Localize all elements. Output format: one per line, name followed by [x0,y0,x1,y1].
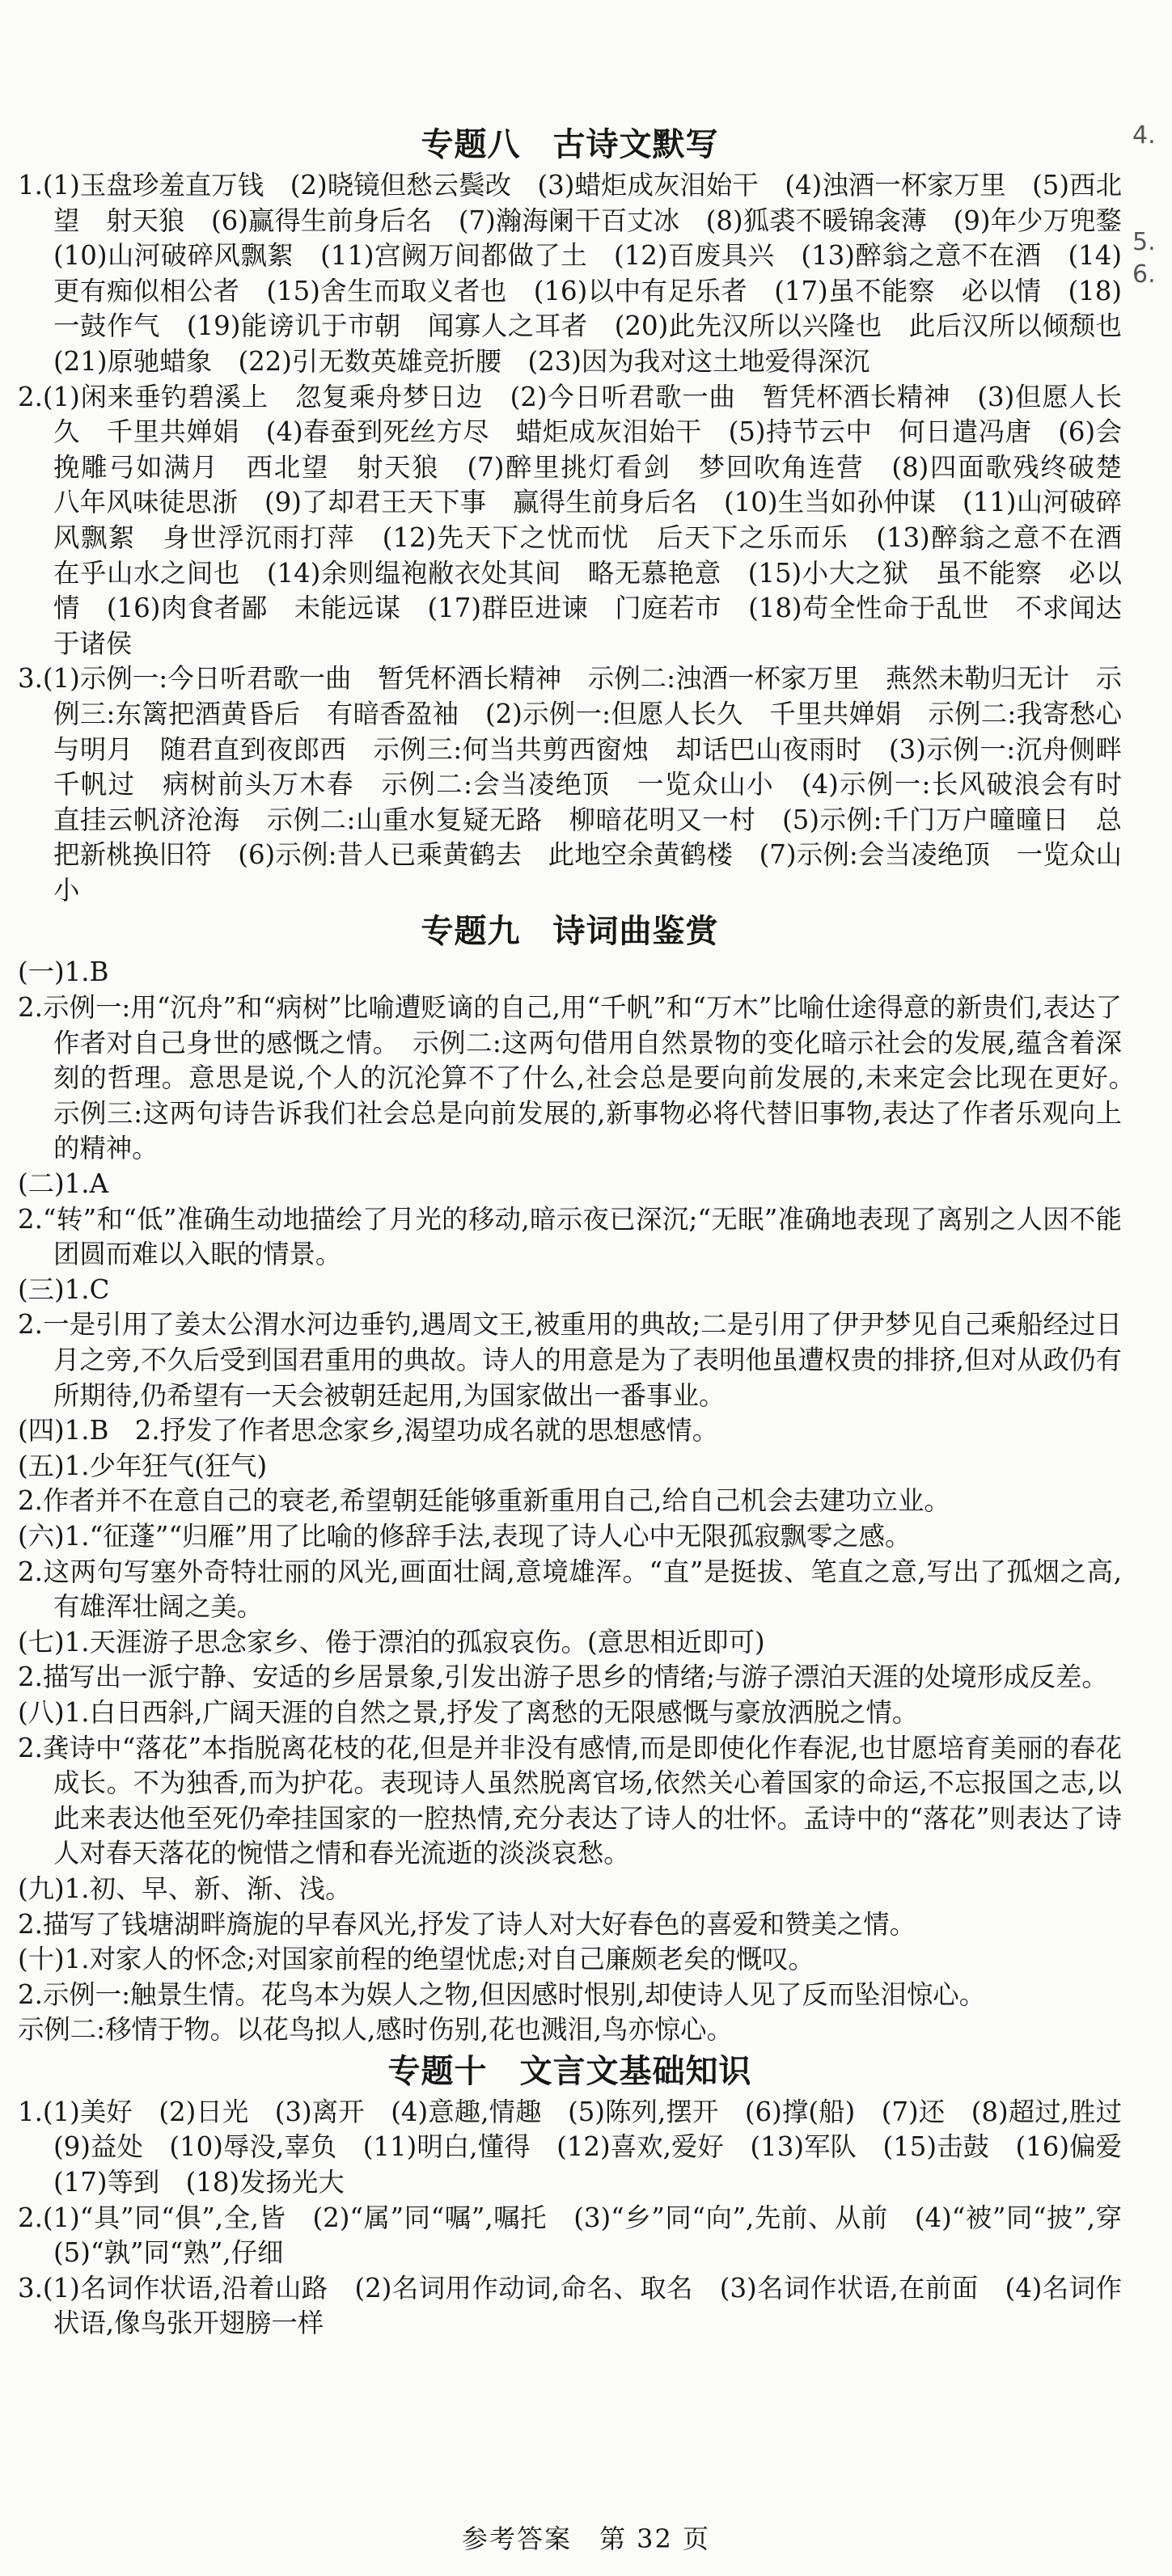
answer-item: 2.龚诗中“落花”本指脱离花枝的花,但是并非没有感情,而是即使化作春泥,也甘愿培育美丽的春花成长。不为独香,而为护花。表现诗人虽然脱离官场,依然关心着国家的命运,不忘报国之志,以此来表达他至死仍牵挂国家的一腔热情,充分表达了诗人的壮怀。孟诗中的“落花”则表达了诗人对春天落花的惋惜之情和春光流逝的淡淡哀愁。 [18,1732,1122,1869]
answer-item: (二)1.A [18,1168,108,1200]
section-title [18,2048,1122,2095]
answer-item: 2.(1)“具”同“俱”,全,皆 (2)“属”同“嘱”,嘱托 (3)“乡”同“向”,先前、从前 (4)“被”同“披”,穿 (5)“孰”同“熟”,仔细 [18,2202,1149,2269]
answer-item: 3.(1)名词作状语,沿着山路 (2)名词用作动词,命名、取名 (3)名词作状语,在前面 (4)名词作状语,像鸟张开翅膀一样 [18,2272,1122,2339]
answer-item: 2.“转”和“低”准确生动地描绘了月光的移动,暗示夜已深沉;“无眠”准确地表现了离别之人因不能团圆而难以入眠的情景。 [18,1203,1122,1270]
answer-item: (十)1.对家人的怀念;对国家前程的绝望忧虑;对自己廉颇老矣的慨叹。 [18,1944,814,1975]
section-number: 专题九 [421,913,521,951]
edge-number: 4. [1132,121,1156,150]
edge-number: 6. [1132,260,1156,289]
answer-item: (一)1.B [18,956,109,988]
answer-item: (九)1.初、早、新、渐、浅。 [18,1873,352,1904]
page-footer: 参考答案 第 32 页 [461,2523,711,2554]
answer-item: 1.(1)美好 (2)日光 (3)离开 (4)意趣,情趣 (5)陈列,摆开 (6)撑(船) (7)还 (8)超过,胜过 (9)益处 (10)辱没,辜负 (11)明白,懂得 (12)喜欢,爱好 (13)军队 (15)击鼓 (16)偏爱 (17)等到 (18)发扬光大 [18,2096,1149,2198]
answer-item: 2.作者并不在意自己的衰老,希望朝廷能够重新重用自己,给自己机会去建功立业。 [18,1485,950,1517]
answer-item: 2.(1)闲来垂钓碧溪上 忽复乘舟梦日边 (2)今日听君歌一曲 暂凭杯酒长精神 (3)但愿人长久 千里共婵娟 (4)春蚕到死丝方尽 蜡炬成灰泪始干 (5)持节云中 何日遣冯唐 (6)会挽雕弓如满月 西北望 射天狼 (7)醉里挑灯看剑 梦回吹角连营 (8)四面歌残终破楚 八年风味徒思浙 (9)了却君王天下事 赢得生前身后名 (10)生当如孙仲谋 (11)山河破碎风飘絮 身世浮沉雨打萍 (12)先天下之忧而忧 后天下之乐而乐 (13)醉翁之意不在酒 在乎山水之间也 (14)余则缊袍敝衣处其间 略无慕艳意 (15)小大之狱 虽不能察 必以情 (16)肉食者鄙 未能远谋 (17)群臣进谏 门庭若市 (18)苟全性命于乱世 不求闻达于诸侯 [18,381,1149,659]
answer-item: 2.示例一:触景生情。花鸟本为娱人之物,但因感时恨别,却使诗人见了反而坠泪惊心。 [18,1978,986,2010]
section-heading: 诗词曲鉴赏 [552,913,719,951]
answer-item: (五)1.少年狂气(狂气) [18,1450,268,1481]
answer-item: 示例二:移情于物。以花鸟拟人,感时伤别,花也溅泪,鸟亦惊心。 [18,2014,733,2046]
answer-item: (三)1.C [18,1273,110,1305]
edge-number: 5. [1132,228,1156,256]
answer-item: 2.这两句写塞外奇特壮丽的风光,画面壮阔,意境雄浑。“直”是挺拔、笔直之意,写出了孤烟之高,有雄浑壮阔之美。 [18,1556,1122,1623]
answer-page [18,121,1149,2342]
answer-item: 2.描写了钱塘湖畔旖旎的早春风光,抒发了诗人对大好春色的喜爱和赞美之情。 [18,1908,916,1940]
section-heading: 文言文基础知识 [519,2052,752,2090]
section-number: 专题十 [387,2052,488,2090]
answer-item: 1.(1)玉盘珍羞直万钱 (2)晓镜但愁云鬓改 (3)蜡炬成灰泪始干 (4)浊酒一杯家万里 (5)西北望 射天狼 (6)赢得生前身后名 (7)瀚海阑干百丈冰 (8)狐裘不暖锦衾薄 (9)年少万兜鍪 (10)山河破碎风飘絮 (11)宫阙万间都做了土 (12)百废具兴 (13)醉翁之意不在酒 (14)更有痴似相公者 (15)舍生而取义者也 (16)以中有足乐者 (17)虽不能察 必以情 (18)一鼓作气 (19)能谤讥于市朝 闻寡人之耳者 (20)此先汉所以兴隆也 此后汉所以倾颓也 (21)原驰蜡象 (22)引无数英雄竞折腰 (23)因为我对这土地爱得深沉 [18,170,1149,377]
answer-item: (四)1.B 2.抒发了作者思念家乡,渴望功成名就的思想感情。 [18,1415,719,1446]
answer-item: 2.示例一:用“沉舟”和“病树”比喻遭贬谪的自己,用“千帆”和“万木”比喻仕途得意的新贵们,表达了作者对自己身世的感慨之情。 示例二:这两句借用自然景物的变化暗示社会的发展,蕴含着深刻的哲理。意思是说,个人的沉沦算不了什么,社会总是要向前发展的,未来定会比现在更好。 示例三:这两句诗告诉我们社会总是向前发展的,新事物必将代替旧事物,表达了作者乐观向上的精神。 [18,992,1149,1164]
answer-item: 2.一是引用了姜太公渭水河边垂钓,遇周文王,被重用的典故;二是引用了伊尹梦见自己乘船经过日月之旁,不久后受到国君重用的典故。诗人的用意是为了表明他虽遭权贵的排挤,但对从政仍有所期待,仍希望有一天会被朝廷起用,为国家做出一番事业。 [18,1309,1122,1411]
section-title [18,121,1122,168]
answer-item: 3.(1)示例一:今日听君歌一曲 暂凭杯酒长精神 示例二:浊酒一杯家万里 燕然未勒归无计 示例三:东篱把酒黄昏后 有暗香盈袖 (2)示例一:但愿人长久 千里共婵娟 示例二:我寄愁心与明月 随君直到夜郎西 示例三:何当共剪西窗烛 却话巴山夜雨时 (3)示例一:沉舟侧畔千帆过 病树前头万木春 示例二:会当凌绝顶 一览众山小 (4)示例一:长风破浪会有时 直挂云帆济沧海 示例二:山重水复疑无路 柳暗花明又一村 (5)示例:千门万户曈曈日 总把新桃换旧符 (6)示例:昔人已乘黄鹤去 此地空余黄鹤楼 (7)示例:会当凌绝顶 一览众山小 [18,663,1149,906]
answer-item: 2.描写出一派宁静、安适的乡居景象,引发出游子思乡的情绪;与游子漂泊天涯的处境形成反差。 [18,1662,1108,1693]
answer-item: (六)1.“征蓬”“归雁”用了比喻的修辞手法,表现了诗人心中无限孤寂飘零之感。 [18,1520,912,1552]
answer-item: (七)1.天涯游子思念家乡、倦于漂泊的孤寂哀伤。(意思相近即可) [18,1626,765,1658]
section-title [18,908,1122,955]
answer-item: (八)1.白日西斜,广阔天涯的自然之景,抒发了离愁的无限感慨与豪放洒脱之情。 [18,1696,919,1728]
section-heading: 古诗文默写 [552,126,719,163]
section-number: 专题八 [421,126,521,163]
